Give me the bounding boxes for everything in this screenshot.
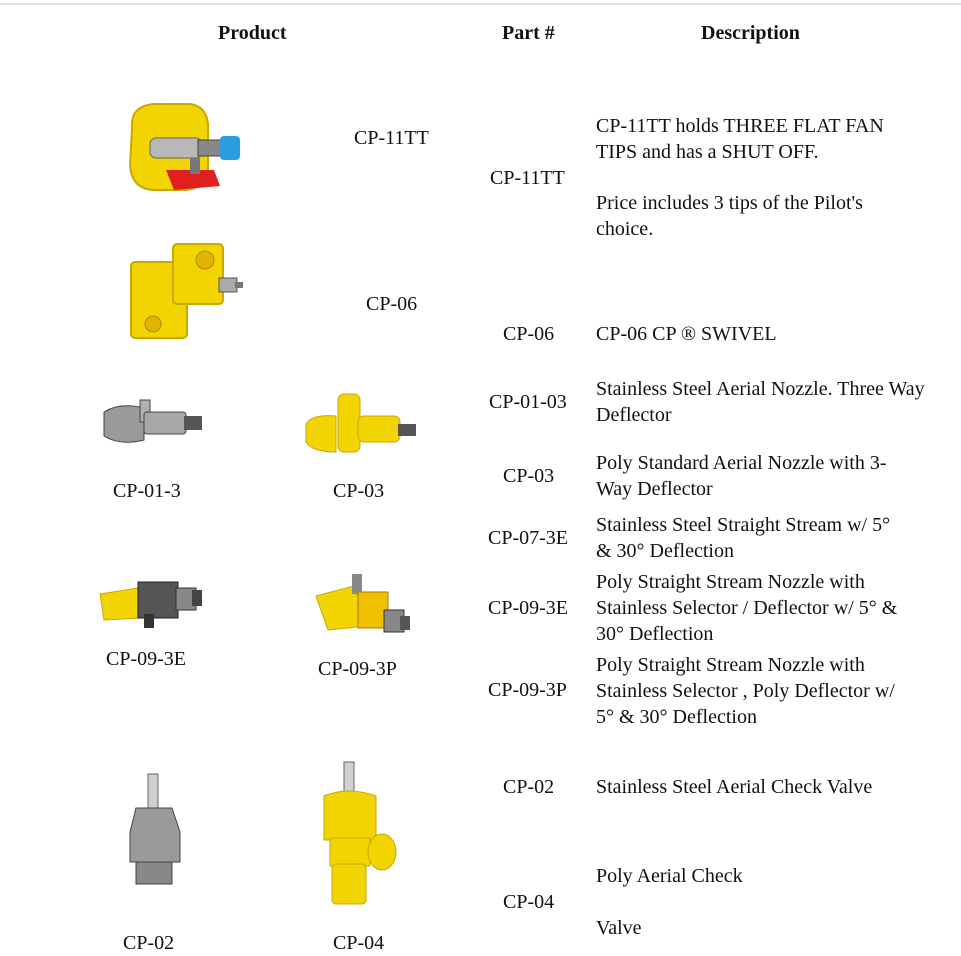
cp-11tt-product-image bbox=[124, 100, 246, 196]
part-number: CP-11TT bbox=[490, 167, 565, 189]
cp-06-product-image bbox=[123, 242, 247, 342]
header-description: Description bbox=[701, 22, 800, 44]
cp-03-product-image bbox=[302, 390, 420, 458]
product-label-cp-03: CP-03 bbox=[333, 480, 385, 502]
product-label-cp-01-3: CP-01-3 bbox=[113, 480, 181, 502]
part-number: CP-07-3E bbox=[488, 527, 568, 549]
description-text: CP-06 CP ® SWIVEL bbox=[596, 323, 777, 345]
cp-01-3-product-image bbox=[100, 394, 206, 454]
description-text: Stainless Steel Aerial Check Valve bbox=[596, 776, 873, 798]
part-number: CP-06 bbox=[503, 323, 555, 345]
product-label-cp-06: CP-06 bbox=[366, 293, 418, 315]
header-part-number: Part # bbox=[502, 22, 555, 44]
part-number: CP-01-03 bbox=[489, 391, 567, 413]
product-label-cp-11tt: CP-11TT bbox=[354, 127, 429, 149]
product-label-cp-02: CP-02 bbox=[123, 932, 175, 954]
description-text: CP-11TT holds THREE FLAT FAN TIPS and has a SHUT OFF. bbox=[596, 115, 884, 163]
top-divider bbox=[0, 3, 961, 5]
header-product: Product bbox=[218, 22, 287, 44]
product-label-cp-04: CP-04 bbox=[333, 932, 385, 954]
cp-04-product-image bbox=[318, 760, 402, 910]
product-label-cp-09-3p: CP-09-3P bbox=[318, 658, 397, 680]
description-text: Price includes 3 tips of the Pilot's choice. bbox=[596, 192, 863, 240]
part-number: CP-09-3P bbox=[488, 679, 567, 701]
description-text: Poly Standard Aerial Nozzle with 3-Way Deflector bbox=[596, 452, 887, 500]
description-text: Stainless Steel Aerial Nozzle. Three Way Deflector bbox=[596, 378, 925, 426]
description-text: Poly Straight Stream Nozzle with Stainless Selector / Deflector w/ 5° & 30° Deflection bbox=[596, 571, 898, 645]
description-text: Poly Aerial Check bbox=[596, 865, 743, 887]
cp-02-product-image bbox=[126, 772, 186, 892]
part-number: CP-09-3E bbox=[488, 597, 568, 619]
part-number: CP-03 bbox=[503, 465, 555, 487]
product-label-cp-09-3e: CP-09-3E bbox=[106, 648, 186, 670]
description-text: Valve bbox=[596, 917, 642, 939]
description-text: Poly Straight Stream Nozzle with Stainless Selector , Poly Deflector w/ 5° & 30° Deflection bbox=[596, 654, 895, 728]
part-number: CP-02 bbox=[503, 776, 555, 798]
part-number: CP-04 bbox=[503, 891, 555, 913]
description-text: Stainless Steel Straight Stream w/ 5° & 30° Deflection bbox=[596, 514, 891, 562]
cp-09-3e-product-image bbox=[98, 574, 204, 632]
cp-09-3p-product-image bbox=[314, 572, 414, 646]
